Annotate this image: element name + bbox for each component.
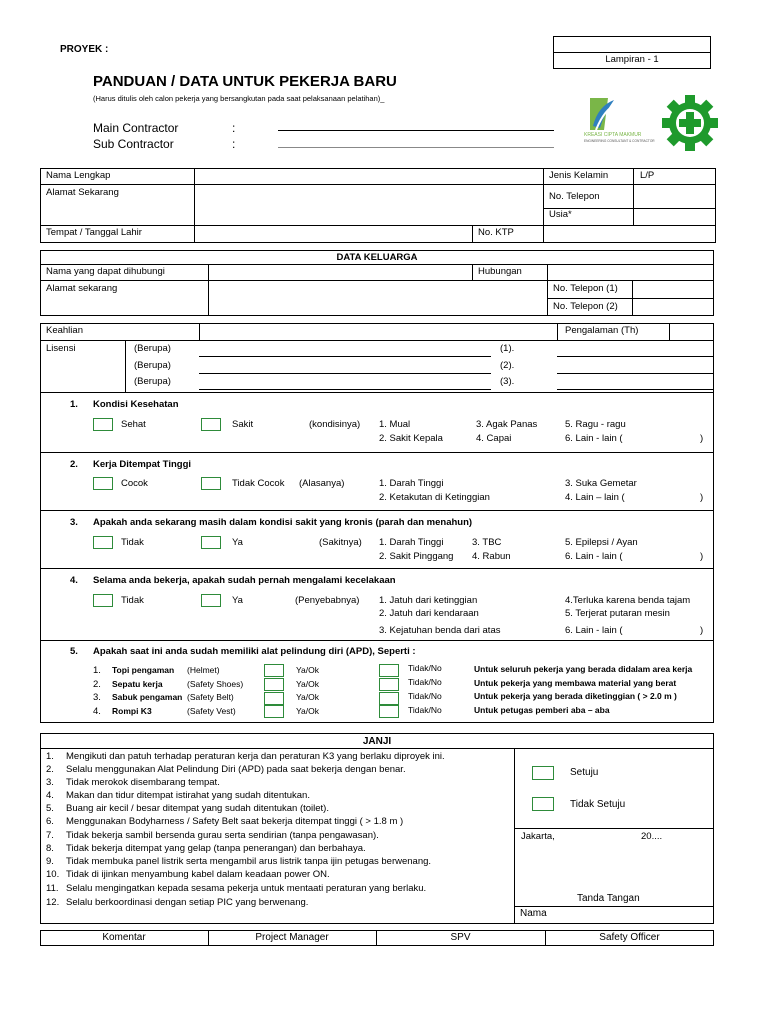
telepon-field[interactable] <box>634 185 715 208</box>
apd-3-name: Sabuk pengaman <box>112 692 183 702</box>
q1-sehat-label: Sehat <box>121 419 146 430</box>
main-contractor-field[interactable] <box>278 130 554 131</box>
berupa-2-label: (Berupa) <box>134 360 171 371</box>
q1-opt-3: 3. Agak Panas <box>476 419 538 430</box>
telepon2-label: No. Telepon (2) <box>553 301 618 312</box>
berupa-1-label: (Berupa) <box>134 343 171 354</box>
apd-2-ya-label: Ya/Ok <box>296 679 319 689</box>
tanda-tangan-label: Tanda Tangan <box>577 893 640 904</box>
q3-opt-5: 5. Epilepsi / Ayan <box>565 537 638 548</box>
janji-title: JANJI <box>362 736 392 747</box>
q3-close: ) <box>700 551 704 562</box>
lisensi-num-3: (3). <box>500 376 515 387</box>
apd-3-number: 3. <box>93 692 101 703</box>
apd-4-no-checkbox[interactable] <box>379 705 399 718</box>
q3-tidak-checkbox[interactable] <box>93 536 113 549</box>
janji-1-number: 1. <box>46 751 54 762</box>
q3-opt-4: 4. Rabun <box>472 551 511 562</box>
q4-tidak-checkbox[interactable] <box>93 594 113 607</box>
lisensi-3-detail[interactable] <box>557 389 714 390</box>
kontak-alamat-field[interactable] <box>209 281 546 315</box>
janji-11-text: Selalu mengingatkan kepada sesama pekerja untuk mentaati peraturan yang berlaku. <box>66 883 427 894</box>
janji-9-text: Tidak membuka panel listrik serta mengambil arus listrik tanpa ijin petugas berwenang. <box>66 856 432 867</box>
kontak-alamat-label: Alamat sekarang <box>46 283 118 294</box>
janji-10-text: Tidak di ijinkan menyambung kabel dalam keadaan power ON. <box>66 869 330 880</box>
q4-opt-6: 6. Lain - lain ( <box>565 625 623 636</box>
q4-ya-label: Ya <box>232 595 243 606</box>
apd-3-no-checkbox[interactable] <box>379 692 399 705</box>
apd-4-name: Rompi K3 <box>112 706 152 716</box>
apd-3-en: (Safety Belt) <box>187 692 234 702</box>
alamat-field[interactable] <box>195 185 542 225</box>
logo-subtext: ENGINEERING CONSULTANT & CONTRACTOR <box>584 139 655 143</box>
apd-1-ya-checkbox[interactable] <box>264 664 284 677</box>
janji-9-number: 9. <box>46 856 54 867</box>
project-manager-label: Project Manager <box>255 932 329 943</box>
colon: : <box>232 121 236 135</box>
apd-1-no-checkbox[interactable] <box>379 664 399 677</box>
apd-1-en: (Helmet) <box>187 665 220 675</box>
janji-6-number: 6. <box>46 816 54 827</box>
lisensi-num-1: (1). <box>500 343 515 354</box>
q2-opt-3: 3. Suka Gemetar <box>565 478 637 489</box>
apd-1-desc: Untuk seluruh pekerja yang berada didalam area kerja <box>474 664 693 674</box>
janji-5-text: Buang air kecil / besar ditempat yang sudah ditentukan (toilet). <box>66 803 329 814</box>
q1-sehat-checkbox[interactable] <box>93 418 113 431</box>
q4-opt-5: 5. Terjerat putaran mesin <box>565 608 670 619</box>
q2-cocok-checkbox[interactable] <box>93 477 113 490</box>
janji-2-text: Selalu menggunakan Alat Pelindung Diri (APD) pada saat bekerja dengan benar. <box>66 764 406 775</box>
q4-opt-3: 3. Kejatuhan benda dari atas <box>379 625 501 636</box>
janji-12-number: 12. <box>46 897 60 908</box>
q1-sakit-checkbox[interactable] <box>201 418 221 431</box>
q3-opt-2: 2. Sakit Pinggang <box>379 551 454 562</box>
q2-opt-2: 2. Ketakutan di Ketinggian <box>379 492 490 503</box>
pengalaman-field[interactable] <box>670 324 713 340</box>
q1-title: Kondisi Kesehatan <box>93 399 179 410</box>
janji-12-text: Selalu berkoordinasi dengan setiap PIC yang berwenang. <box>66 897 309 908</box>
apd-1-no-label: Tidak/No <box>408 663 442 673</box>
janji-8-text: Tidak bekerja ditempat yang gelap (tanpa penerangan) dan berbahaya. <box>66 843 366 854</box>
q4-ya-checkbox[interactable] <box>201 594 221 607</box>
q3-number: 3. <box>70 517 78 528</box>
janji-3-text: Tidak merokok disembarang tempat. <box>66 777 220 788</box>
lampiran-label: Lampiran - 1 <box>605 54 659 65</box>
q1-close: ) <box>700 433 704 444</box>
apd-4-desc: Untuk petugas pemberi aba – aba <box>474 705 610 715</box>
ttl-field[interactable] <box>195 226 471 242</box>
janji-8-number: 8. <box>46 843 54 854</box>
alamat-label: Alamat Sekarang <box>46 187 119 198</box>
apd-3-ya-checkbox[interactable] <box>264 692 284 705</box>
q2-note: (Alasanya) <box>299 478 345 489</box>
tidak-setuju-label: Tidak Setuju <box>570 799 626 810</box>
janji-7-number: 7. <box>46 830 54 841</box>
setuju-checkbox[interactable] <box>532 766 554 780</box>
q2-close: ) <box>700 492 704 503</box>
q4-tidak-label: Tidak <box>121 595 144 606</box>
safety-officer-label: Safety Officer <box>599 932 660 943</box>
sub-contractor-field[interactable] <box>278 147 554 148</box>
signature-area[interactable] <box>515 845 713 890</box>
apd-4-ya-label: Ya/Ok <box>296 706 319 716</box>
kontak-nama-field[interactable] <box>209 265 471 280</box>
q2-number: 2. <box>70 459 78 470</box>
hubungan-field[interactable] <box>548 265 713 280</box>
apd-1-ya-label: Ya/Ok <box>296 665 319 675</box>
q3-tidak-label: Tidak <box>121 537 144 548</box>
apd-2-no-label: Tidak/No <box>408 677 442 687</box>
janji-7-text: Tidak bekerja sambil bersenda gurau serta sendirian (tanpa pengawasan). <box>66 830 379 841</box>
kontak-nama-label: Nama yang dapat dihubungi <box>46 266 165 277</box>
keahlian-field[interactable] <box>200 324 556 340</box>
berupa-3-label: (Berupa) <box>134 376 171 387</box>
lisensi-2-detail[interactable] <box>557 373 714 374</box>
janji-2-number: 2. <box>46 764 54 775</box>
q1-opt-1: 1. Mual <box>379 419 411 430</box>
q1-number: 1. <box>70 399 78 410</box>
apd-1-number: 1. <box>93 665 101 676</box>
janji-3-number: 3. <box>46 777 54 788</box>
ktp-field[interactable] <box>544 226 715 242</box>
company-logo <box>584 96 655 146</box>
apd-4-en: (Safety Vest) <box>187 706 236 716</box>
page-subtitle: (Harus ditulis oleh calon pekerja yang bersangkutan pada saat pelaksanaan pelatihan)_ <box>93 94 385 103</box>
ktp-label: No. KTP <box>478 227 514 238</box>
apd-2-ya-checkbox[interactable] <box>264 678 284 691</box>
lisensi-num-2: (2). <box>500 360 515 371</box>
janji-1-text: Mengikuti dan patuh terhadap peraturan kerja dan peraturan K3 yang berlaku diproyek ini. <box>66 751 445 762</box>
keluarga-title: DATA KELUARGA <box>336 252 418 263</box>
q3-ya-label: Ya <box>232 537 243 548</box>
lisensi-3-field[interactable] <box>199 389 491 390</box>
janji-5-number: 5. <box>46 803 54 814</box>
apd-4-number: 4. <box>93 706 101 717</box>
lisensi-2-field[interactable] <box>199 373 491 374</box>
apd-3-no-label: Tidak/No <box>408 691 442 701</box>
lp-value[interactable]: L/P <box>640 170 655 181</box>
proyek-label: PROYEK : <box>60 44 109 55</box>
q4-opt-2: 2. Jatuh dari kendaraan <box>379 608 479 619</box>
q5-number: 5. <box>70 646 78 657</box>
q4-note: (Penyebabnya) <box>295 595 360 606</box>
lisensi-label: Lisensi <box>46 343 76 354</box>
q5-title: Apakah saat ini anda sudah memiliki alat pelindung diri (APD), Seperti : <box>93 646 416 657</box>
q1-opt-6: 6. Lain - lain ( <box>565 433 623 444</box>
apd-3-desc: Untuk pekerja yang berada diketinggian ( > 2.0 m ) <box>474 691 677 701</box>
apd-2-en: (Safety Shoes) <box>187 679 244 689</box>
q1-opt-5: 5. Ragu - ragu <box>565 419 626 430</box>
q1-sakit-label: Sakit <box>232 419 254 430</box>
usia-label: Usia* <box>549 209 572 220</box>
keahlian-label: Keahlian <box>46 325 83 336</box>
main-contractor-label: Main Contractor <box>93 121 179 135</box>
q3-note: (Sakitnya) <box>319 537 362 548</box>
apd-2-number: 2. <box>93 679 101 690</box>
lisensi-1-detail[interactable] <box>557 356 714 357</box>
apd-2-desc: Untuk pekerja yang membawa material yang berat <box>474 678 677 688</box>
pengalaman-label: Pengalaman (Th) <box>565 325 639 336</box>
setuju-label: Setuju <box>570 767 599 778</box>
apd-2-no-checkbox[interactable] <box>379 678 399 691</box>
tahun-label: 20.... <box>641 831 663 842</box>
logo-text: KREASI CIPTA MAKMUR <box>584 132 642 138</box>
q1-opt-4: 4. Capai <box>476 433 512 444</box>
janji-10-number: 10. <box>46 869 60 880</box>
spv-label: SPV <box>450 932 471 943</box>
q2-title: Kerja Ditempat Tinggi <box>93 459 192 470</box>
q2-cocok-label: Cocok <box>121 478 148 489</box>
q3-opt-6: 6. Lain - lain ( <box>565 551 623 562</box>
janji-11-number: 11. <box>46 883 59 894</box>
janji-4-text: Makan dan tidur ditempat istirahat yang sudah ditentukan. <box>66 790 310 801</box>
q2-tidak-cocok-label: Tidak Cocok <box>232 478 285 489</box>
q4-opt-1: 1. Jatuh dari ketinggian <box>379 595 478 606</box>
nama-label: Nama <box>520 908 547 919</box>
q4-opt-4: 4.Terluka karena benda tajam <box>565 595 691 606</box>
jakarta-label: Jakarta, <box>521 831 555 842</box>
apd-4-ya-checkbox[interactable] <box>264 705 284 718</box>
apd-3-ya-label: Ya/Ok <box>296 692 319 702</box>
q1-opt-2: 2. Sakit Kepala <box>379 433 443 444</box>
apd-1-name: Topi pengaman <box>112 665 175 675</box>
janji-6-text: Menggunakan Bodyharness / Safety Belt saat bekerja ditempat tinggi ( > 1.8 m ) <box>66 816 404 827</box>
q4-title: Selama anda bekerja, apakah sudah pernah mengalami kecelakaan <box>93 575 396 586</box>
usia-field[interactable] <box>634 209 715 225</box>
komentar-label: Komentar <box>102 932 146 943</box>
q3-opt-1: 1. Darah Tinggi <box>379 537 444 548</box>
ttl-label: Tempat / Tanggal Lahir <box>46 227 142 238</box>
q4-number: 4. <box>70 575 78 586</box>
q3-opt-3: 3. TBC <box>472 537 502 548</box>
nama-lengkap-label: Nama Lengkap <box>46 170 111 181</box>
q3-ya-checkbox[interactable] <box>201 536 221 549</box>
q2-tidak-cocok-checkbox[interactable] <box>201 477 221 490</box>
tidak-setuju-checkbox[interactable] <box>532 797 554 811</box>
apd-4-no-label: Tidak/No <box>408 705 442 715</box>
q2-opt-4: 4. Lain – lain ( <box>565 492 625 503</box>
q1-note: (kondisinya) <box>309 419 361 430</box>
k3-gear-icon <box>654 95 726 151</box>
hubungan-label: Hubungan <box>478 266 522 277</box>
colon: : <box>232 137 236 151</box>
q3-title: Apakah anda sekarang masih dalam kondisi sakit yang kronis (parah dan menahun) <box>93 517 473 528</box>
page-title: PANDUAN / DATA UNTUK PEKERJA BARU <box>93 73 397 90</box>
telepon-label: No. Telepon <box>549 191 600 202</box>
janji-4-number: 4. <box>46 790 54 801</box>
telepon1-label: No. Telepon (1) <box>553 283 618 294</box>
sub-contractor-label: Sub Contractor <box>93 137 174 151</box>
lisensi-1-field[interactable] <box>199 356 491 357</box>
q4-close: ) <box>700 625 704 636</box>
q2-opt-1: 1. Darah Tinggi <box>379 478 444 489</box>
jenis-kelamin-label: Jenis Kelamin <box>549 170 609 181</box>
apd-2-name: Sepatu kerja <box>112 679 163 689</box>
nama-lengkap-field[interactable] <box>195 169 542 184</box>
